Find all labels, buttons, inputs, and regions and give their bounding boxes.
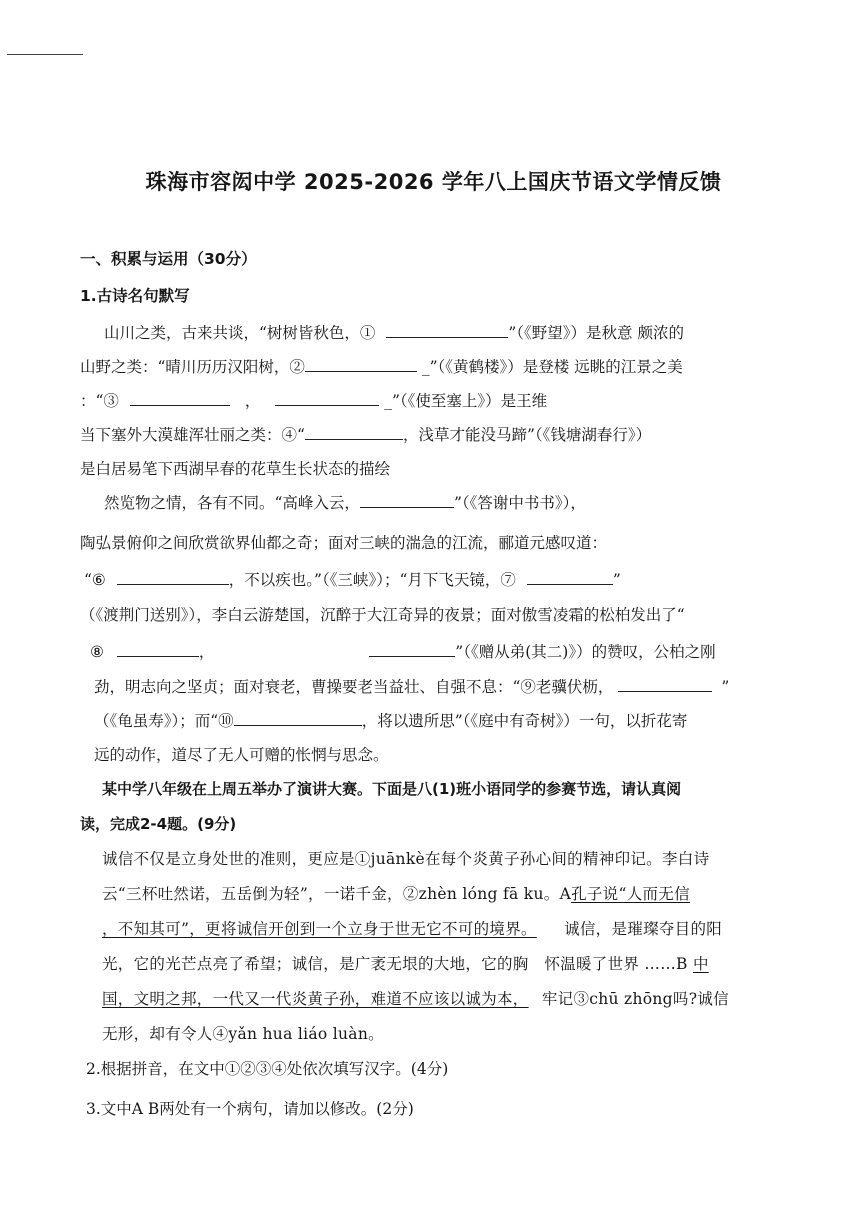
- poem-line-13: 远的动作，道尽了无人可赠的怅惘与思念。: [94, 746, 389, 764]
- section-heading: 一、积累与运用（30分）: [80, 250, 257, 268]
- poem-text: ，将以遗所思”（《庭中有奇树》）一句，以折花寄: [361, 712, 688, 730]
- poem-text: ”: [721, 678, 730, 696]
- answer-blank-8b[interactable]: [369, 641, 455, 657]
- passage-line-3: [102, 918, 722, 940]
- poem-line-9: （《渡荆门送别》），李白云游楚国，沉醉于大江奇异的夜景；面对傲雪凌霜的松柏发出了“: [80, 606, 685, 624]
- poem-line-5: 是白居易笔下西湖早春的花草生长状态的描绘: [80, 460, 391, 478]
- underlined-sentence-a-cont: ，不知其可”，更将诚信开创到一个立身于世无它不可的境界。: [102, 920, 537, 938]
- poem-text: ，: [198, 643, 215, 661]
- poem-text: ⑧: [90, 643, 104, 661]
- poem-line-10: [90, 641, 716, 663]
- reading-intro-line-1: 某中学八年级在上周五举办了演讲大赛。下面是八(1)班小语同学的参赛节选，请认真阅: [102, 780, 682, 798]
- poem-text: ”: [612, 571, 621, 589]
- passage-line-5: [102, 988, 729, 1010]
- passage-text: 云“三杯吐然诺，五岳倒为轻”，一诺千金，②zhèn lóng fā ku。A: [102, 885, 572, 903]
- passage-line-6: 无形，却有令人④yǎn hua liáo luàn。: [102, 1025, 384, 1043]
- answer-blank-8a[interactable]: [117, 641, 199, 657]
- poem-line-4: [80, 424, 651, 446]
- poem-line-8: [84, 569, 621, 591]
- poem-text: ，不以疾也。”（《三峡》）；“月下飞天镜，⑦: [228, 571, 516, 589]
- poem-text: “⑥: [84, 571, 106, 589]
- passage-line-1: 诚信不仅是立身处世的准则，更应是①juānkè在每个炎黄子孙心间的精神印记。李白诗: [102, 850, 710, 868]
- top-rule: [7, 54, 83, 55]
- poem-line-2: [80, 356, 683, 378]
- underlined-sentence-b-cont: 国，文明之邦，一代又一代炎黄子孙，难道不应该以诚为本，: [102, 990, 529, 1008]
- underlined-sentence-a: 孔子说“人而无信: [571, 885, 690, 903]
- question-3: 3.文中A B两处有一个病句，请加以修改。(2分): [86, 1100, 414, 1118]
- passage-line-2: [102, 883, 690, 905]
- answer-blank-5[interactable]: [360, 492, 454, 508]
- answer-blank-7[interactable]: [527, 569, 613, 585]
- answer-blank-10[interactable]: [234, 710, 362, 726]
- poem-text: 然览物之情，各有不同。“高峰入云，: [104, 494, 360, 512]
- question-1-heading: 1.古诗名句默写: [80, 287, 190, 305]
- answer-blank-1[interactable]: [386, 322, 508, 338]
- poem-line-3: [80, 390, 547, 412]
- poem-text: ”（《野望》）是秋意 颇浓的: [508, 324, 684, 342]
- poem-line-11: [94, 676, 729, 698]
- poem-line-12: [94, 710, 687, 732]
- poem-line-6: [104, 492, 586, 514]
- answer-blank-2[interactable]: [305, 356, 417, 372]
- passage-text: 诚信，是璀璨夺目的阳: [564, 920, 723, 938]
- poem-text: ：“③: [80, 392, 119, 410]
- question-2: 2.根据拼音，在文中①②③④处依次填写汉字。(4分): [86, 1060, 449, 1078]
- passage-line-4: [102, 953, 709, 975]
- poem-text: 劲，明志向之坚贞；面对衰老，曹操要老当益壮、自强不息：“⑨老骥伏枥，: [94, 678, 614, 696]
- poem-text: 当下塞外大漠雄浑壮丽之类：④“: [80, 426, 305, 444]
- poem-text: ，: [244, 392, 261, 410]
- poem-text: _”（《黄鹤楼》）是登楼 远眺的江景之美: [421, 358, 683, 376]
- poem-line-1: [104, 322, 684, 344]
- passage-text: 牢记③chū zhōng吗?诚信: [541, 990, 729, 1008]
- passage-text: 光，它的光芒点亮了希望；诚信，是广袤无垠的大地，它的胸 怀温暖了世界 ……B: [102, 955, 693, 973]
- answer-blank-3a[interactable]: [130, 390, 230, 406]
- poem-text: ”（《答谢中书书》），: [453, 494, 586, 512]
- poem-text: ，浅草才能没马蹄”（《钱塘湖春行》）: [402, 426, 652, 444]
- poem-line-7: 陶弘景俯仰之间欣赏欲界仙都之奇；面对三峡的湍急的江流，郦道元感叹道：: [80, 534, 608, 552]
- poem-text: 山川之类，古来共谈，“树树皆秋色，①: [104, 324, 376, 342]
- poem-text: 山野之类：“晴川历历汉阳树，②: [80, 358, 305, 376]
- answer-blank-9[interactable]: [618, 676, 712, 692]
- underlined-sentence-b: 中: [692, 955, 709, 973]
- reading-intro-line-2: 读，完成2-4题。(9分): [80, 815, 237, 833]
- answer-blank-6[interactable]: [117, 569, 229, 585]
- poem-text: _”（《使至塞上》）是王维: [384, 392, 548, 410]
- answer-blank-4[interactable]: [305, 424, 403, 440]
- answer-blank-3b[interactable]: [275, 390, 379, 406]
- page-title: 珠海市容闳中学 2025-2026 学年八上国庆节语文学情反馈: [145, 170, 722, 194]
- poem-text: （《龟虽寿》）；而“⑩: [94, 712, 234, 730]
- poem-text: ”（《赠从弟(其二)》）的赞叹，公柏之刚: [455, 643, 716, 661]
